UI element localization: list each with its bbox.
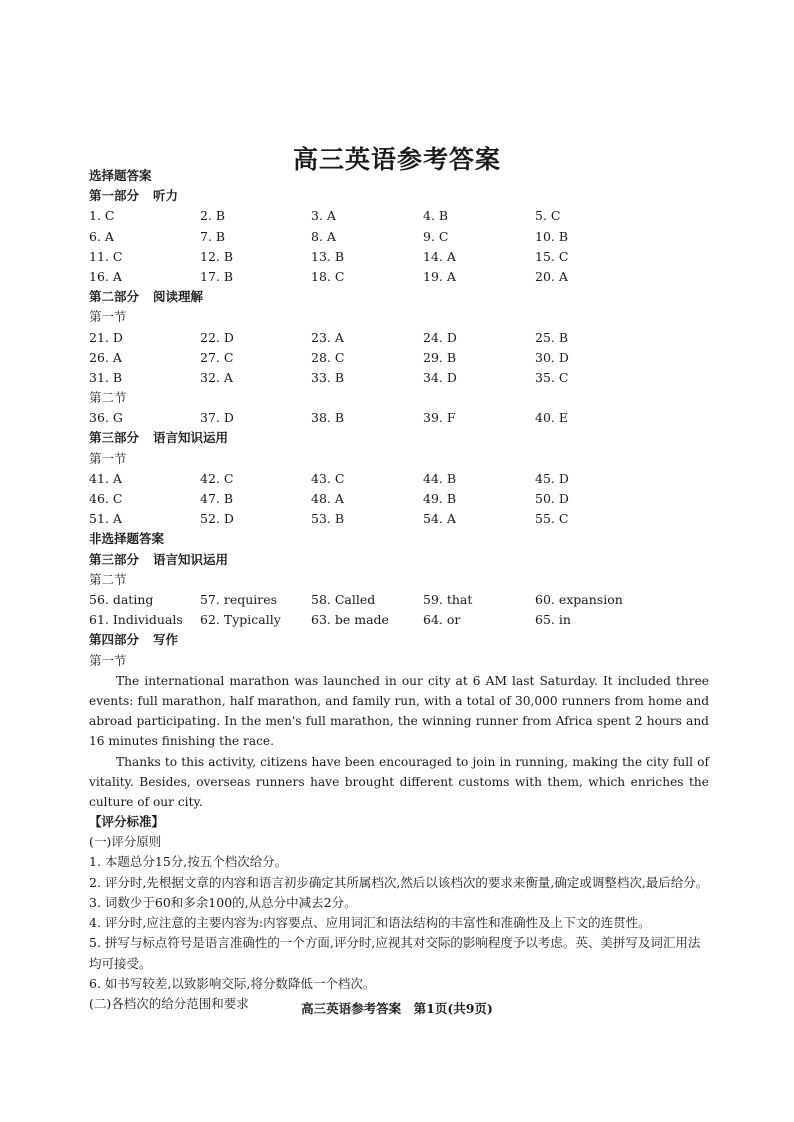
answer-item: 46. C <box>89 491 123 506</box>
answer-item: 62. Typically <box>200 612 281 628</box>
answer-item: 22. D <box>200 329 234 345</box>
answer-item: 30. D <box>535 349 569 365</box>
answer-item: 64. or <box>423 612 461 628</box>
part1-name: 第一部分 <box>89 188 140 204</box>
answer-row <box>89 328 709 348</box>
answer-item: 6. A <box>89 228 114 244</box>
answer-item: 41. A <box>89 470 122 486</box>
choice-header: 选择题答案 <box>89 168 152 183</box>
answer-item: 35. C <box>535 369 569 385</box>
page-footer: 高三英语参考答案 第1页(共9页) <box>301 1001 493 1016</box>
part3-name: 第三部分 <box>89 551 140 567</box>
answer-item: 32. A <box>200 369 233 385</box>
answer-item: 1. C <box>89 208 115 224</box>
part3-heading-2 <box>89 550 709 570</box>
part3-heading <box>89 428 709 448</box>
answer-item: 5. C <box>535 208 561 224</box>
answer-item: 36. G <box>89 410 123 426</box>
answer-item: 54. A <box>423 511 456 527</box>
answer-item: 43. C <box>311 470 345 486</box>
answer-item: 8. A <box>311 228 336 244</box>
answer-item: 20. A <box>535 268 568 284</box>
answer-row <box>89 227 709 247</box>
essay-paragraph-1: The international marathon was launched in our city at 6 AM last Saturday. It included three events: full marathon, half marathon, and family run, with a total of 30,000 runners from home and abroad participating. In the men's full marathon, the winning runner from Africa spent 2 hours and 16 minutes finishing the race. <box>89 673 709 749</box>
answer-item: 50. D <box>535 491 569 506</box>
part2-heading <box>89 287 709 307</box>
answer-item: 47. B <box>200 491 234 506</box>
answer-item: 2. B <box>200 208 226 224</box>
part1-sub: 听力 <box>153 188 179 204</box>
answer-item: 16. A <box>89 268 122 284</box>
scoring-header: 【评分标准】 <box>89 814 165 830</box>
answer-row <box>89 469 709 489</box>
answer-item: 55. C <box>535 511 569 527</box>
answer-item: 61. Individuals <box>89 612 183 628</box>
answer-item: 34. D <box>423 369 457 385</box>
answer-item: 60. expansion <box>535 591 623 607</box>
answer-item: 18. C <box>311 268 345 284</box>
answer-item: 10. B <box>535 228 569 244</box>
answer-row <box>89 348 709 368</box>
answer-item: 58. Called <box>311 591 376 607</box>
answer-item: 48. A <box>311 491 344 506</box>
listening-answers <box>89 206 709 287</box>
part4-name: 第四部分 <box>89 632 140 648</box>
rule-item: 4. 评分时,应注意的主要内容为:内容要点、应用词汇和语法结构的丰富性和准确性及上下文的连贯性。 <box>89 915 651 931</box>
answer-item: 59. that <box>423 591 473 607</box>
rule-item: 6. 如书写较差,以致影响交际,将分数降低一个档次。 <box>89 975 376 991</box>
answer-item: 14. A <box>423 248 456 264</box>
answer-row <box>89 206 709 226</box>
answer-item: 25. B <box>535 329 569 345</box>
answer-item: 11. C <box>89 248 123 264</box>
grammar-answers <box>89 590 709 630</box>
answer-item: 21. D <box>89 329 123 345</box>
answer-item: 44. B <box>423 470 457 486</box>
answer-item: 40. E <box>535 410 568 426</box>
section1-label: 第一节 <box>89 309 127 325</box>
answer-item: 19. A <box>423 268 456 284</box>
answer-item: 12. B <box>200 248 234 264</box>
section1-label: 第一节 <box>89 652 127 668</box>
rule-item: 5. 拼写与标点符号是语言准确性的一个方面,评分时,应视其对交际的影响程度予以考虑。英、美拼写及词汇用法均可接受。 <box>89 935 701 971</box>
answer-item: 9. C <box>423 228 449 244</box>
answer-item: 27. C <box>200 349 234 365</box>
answer-item: 51. A <box>89 511 122 527</box>
nonchoice-header: 非选择题答案 <box>89 531 165 547</box>
answer-row <box>89 408 709 428</box>
answer-row <box>89 509 709 529</box>
part1-heading <box>89 186 709 206</box>
answer-item: 42. C <box>200 470 234 486</box>
part2-name: 第二部分 <box>89 289 140 305</box>
answer-item: 53. B <box>311 511 345 527</box>
answer-item: 29. B <box>423 349 457 365</box>
essay-paragraph-2: Thanks to this activity, citizens have been encouraged to join in running, making the city full of vitality. Besides, overseas runners have brought different customs with them, which enriches the culture of our city. <box>89 754 709 809</box>
answer-item: 23. A <box>311 329 344 345</box>
reading1-answers <box>89 328 709 389</box>
answer-item: 24. D <box>423 329 457 345</box>
answer-row <box>89 610 709 630</box>
answer-row <box>89 247 709 267</box>
part3-name: 第三部分 <box>89 430 140 446</box>
part2-sub: 阅读理解 <box>153 289 204 305</box>
levels-header: (二)各档次的给分范围和要求 <box>89 995 249 1011</box>
answer-item: 33. B <box>311 369 345 385</box>
answer-item: 52. D <box>200 511 234 527</box>
answer-item: 4. B <box>423 208 449 224</box>
part3-sub: 语言知识运用 <box>153 430 229 446</box>
section2-label: 第二节 <box>89 571 127 587</box>
answer-row <box>89 489 709 509</box>
answer-row <box>89 590 709 610</box>
part3-sub: 语言知识运用 <box>153 551 229 567</box>
answer-item: 13. B <box>311 248 345 264</box>
answer-item: 38. B <box>311 410 345 426</box>
answer-item: 37. D <box>200 410 234 426</box>
cloze-answers <box>89 469 709 530</box>
answer-item: 49. B <box>423 491 457 506</box>
reading2-answers <box>89 408 709 428</box>
section2-label: 第二节 <box>89 390 127 406</box>
answer-item: 63. be made <box>311 612 389 628</box>
answer-content <box>89 166 709 1014</box>
answer-item: 45. D <box>535 470 569 486</box>
answer-item: 28. C <box>311 349 345 365</box>
answer-item: 65. in <box>535 612 571 628</box>
principles-header: (一)评分原则 <box>89 834 162 850</box>
part4-heading <box>89 630 709 650</box>
answer-item: 39. F <box>423 410 456 426</box>
answer-item: 26. A <box>89 349 122 365</box>
rule-item: 1. 本题总分15分,按五个档次给分。 <box>89 854 288 870</box>
part4-sub: 写作 <box>153 632 179 648</box>
answer-item: 15. C <box>535 248 569 264</box>
answer-row <box>89 267 709 287</box>
answer-item: 56. dating <box>89 591 154 607</box>
answer-item: 57. requires <box>200 591 278 607</box>
rule-item: 2. 评分时,先根据文章的内容和语言初步确定其所属档次,然后以该档次的要求来衡量,确定或调整档次,最后给分。 <box>89 874 709 890</box>
rule-item: 3. 词数少于60和多余100的,从总分中减去2分。 <box>89 894 357 910</box>
page-title: 高三英语参考答案 <box>292 145 501 174</box>
answer-item: 17. B <box>200 268 234 284</box>
answer-row <box>89 368 709 388</box>
answer-item: 7. B <box>200 228 226 244</box>
answer-item: 3. A <box>311 208 336 224</box>
section1-label: 第一节 <box>89 450 127 466</box>
answer-item: 31. B <box>89 369 123 385</box>
